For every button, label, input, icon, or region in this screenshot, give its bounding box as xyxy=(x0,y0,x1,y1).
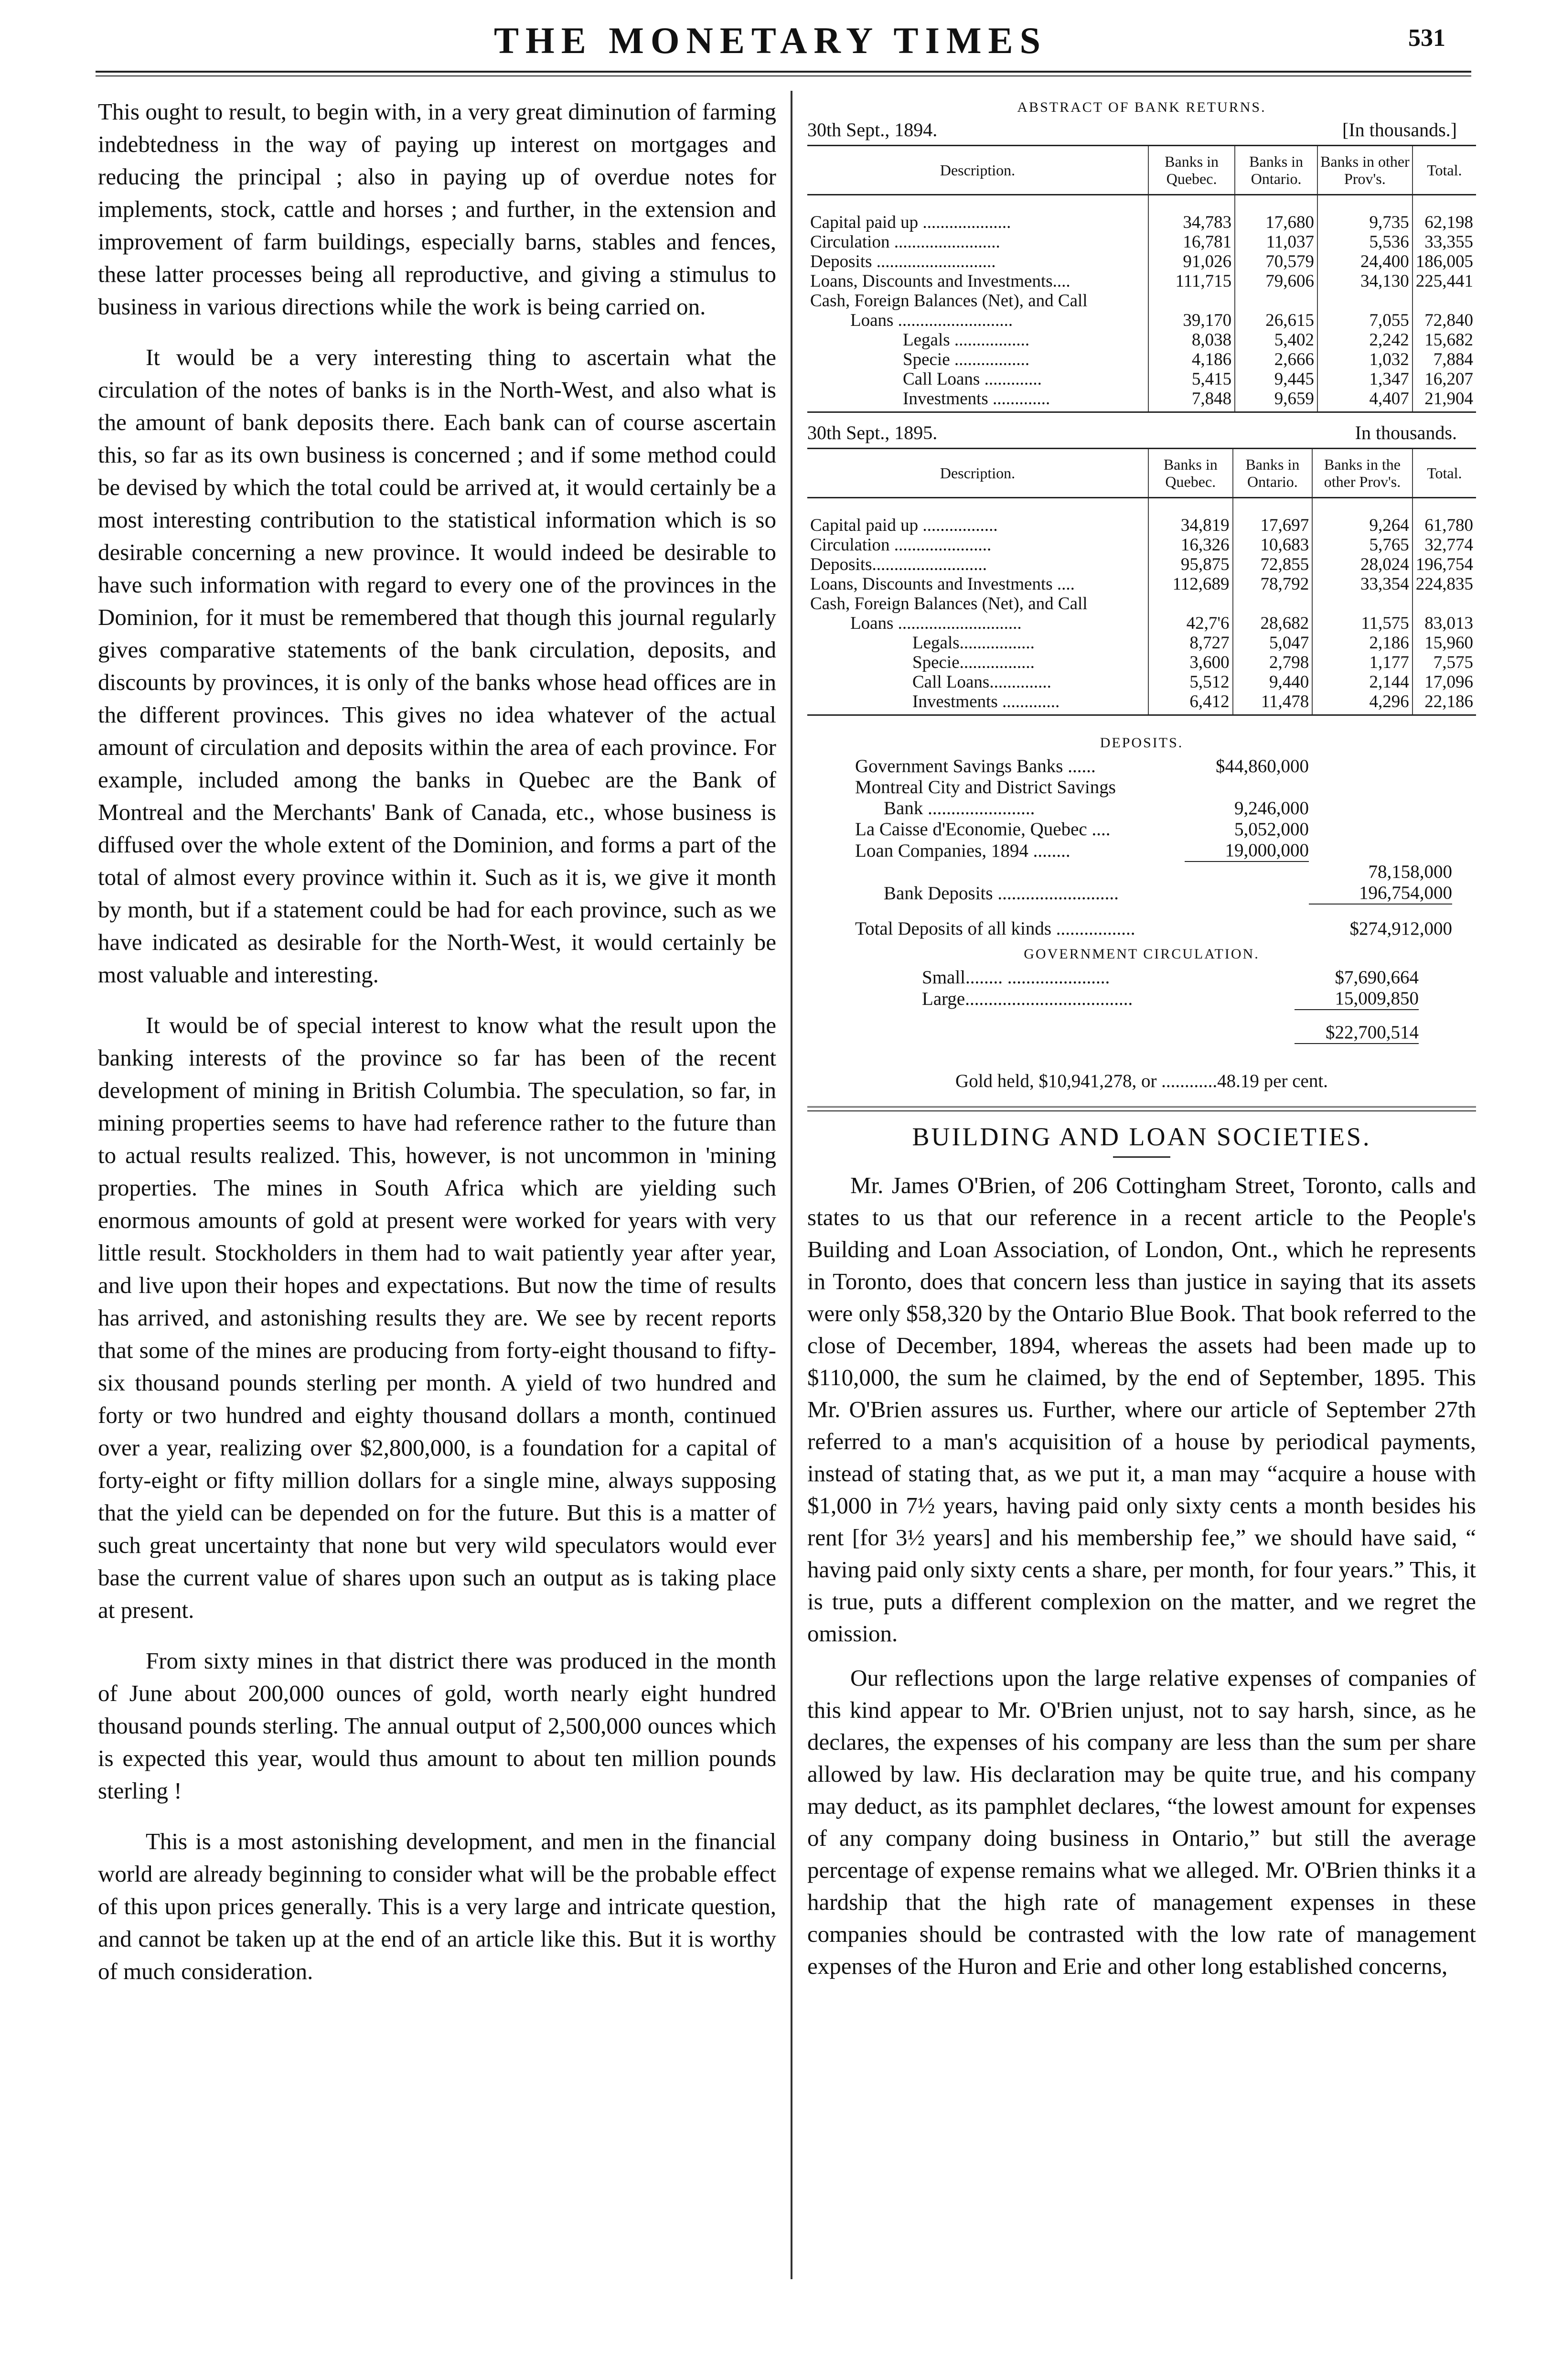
row-label: Deposits ........................... xyxy=(810,252,996,271)
table-date: 30th Sept., 1894. xyxy=(807,119,938,140)
deposit-label: Bank Deposits .......................... xyxy=(884,883,1119,904)
row-label: Legals ................. xyxy=(903,330,1030,350)
table-row xyxy=(807,498,1476,536)
table-units: In thousands. xyxy=(1355,422,1457,443)
right-column xyxy=(807,96,1476,1994)
row-label: Loans ............................ xyxy=(850,614,1022,633)
column-header: Description. xyxy=(807,146,1148,195)
cell-value: 9,440 xyxy=(1233,672,1313,692)
deposit-label: Loan Companies, 1894 ........ xyxy=(855,840,1070,861)
table-row xyxy=(807,311,1476,330)
cell-value: 2,242 xyxy=(1317,330,1413,350)
cell-value: 9,264 xyxy=(1312,498,1413,536)
column-header: Banks in Quebec. xyxy=(1148,146,1235,195)
total-deposits-value: $274,912,000 xyxy=(1349,918,1452,939)
cell-value: 32,774 xyxy=(1413,535,1476,555)
bank-returns-1894-table xyxy=(807,145,1476,413)
cell-value: 33,355 xyxy=(1413,232,1476,252)
table-date: 30th Sept., 1895. xyxy=(807,422,938,443)
table-row xyxy=(807,692,1476,715)
table-units: [In thousands.] xyxy=(1342,119,1457,140)
row-label: Circulation ........................ xyxy=(810,232,1000,252)
row-label: Legals................. xyxy=(912,633,1035,653)
row-label: Specie ................. xyxy=(903,350,1030,369)
row-label: Call Loans ............. xyxy=(903,369,1042,389)
cell-value: 33,354 xyxy=(1312,574,1413,594)
cell-value: 28,024 xyxy=(1312,555,1413,574)
cell-value: 5,047 xyxy=(1233,633,1313,653)
cell-value: 15,960 xyxy=(1413,633,1476,653)
cell-value: 7,575 xyxy=(1413,653,1476,672)
column-header: Total. xyxy=(1413,449,1476,498)
row-label: Deposits.......................... xyxy=(810,555,987,574)
cell-value: 2,666 xyxy=(1235,350,1317,369)
abstract-heading: ABSTRACT OF BANK RETURNS. xyxy=(1017,99,1266,115)
column-header: Banks in Ontario. xyxy=(1233,449,1313,498)
table-row xyxy=(807,614,1476,633)
row-label: Circulation ...................... xyxy=(810,535,992,555)
cell-value: 2,144 xyxy=(1312,672,1413,692)
cell-value: 3,600 xyxy=(1148,653,1233,672)
column-header: Total. xyxy=(1413,146,1476,195)
cell-value: 5,512 xyxy=(1148,672,1233,692)
cell-value: 62,198 xyxy=(1413,195,1476,233)
row-label: Loans .......................... xyxy=(850,311,1013,330)
column-header: Banks in Quebec. xyxy=(1148,449,1233,498)
column-divider xyxy=(791,91,792,2279)
table-row xyxy=(807,535,1476,555)
page-number: 531 xyxy=(1408,24,1445,52)
cell-value: 11,037 xyxy=(1235,232,1317,252)
cell-value: 5,415 xyxy=(1148,369,1235,389)
cell-value: 2,186 xyxy=(1312,633,1413,653)
cell-value: 6,412 xyxy=(1148,692,1233,715)
cell-value: 11,478 xyxy=(1233,692,1313,715)
cell-value: 28,682 xyxy=(1233,614,1313,633)
deposit-label: Montreal City and District Savings xyxy=(855,777,1116,797)
cell-value: 72,855 xyxy=(1233,555,1313,574)
cell-value: 4,186 xyxy=(1148,350,1235,369)
left-column xyxy=(98,96,776,2006)
title-rule xyxy=(1113,1156,1170,1158)
table-1894-header xyxy=(807,118,1476,141)
newspaper-title: THE MONETARY TIMES xyxy=(494,20,1047,61)
cell-value: 2,798 xyxy=(1233,653,1313,672)
paragraph: It would be of special interest to know what the result upon the banking interests of the province so far has been of the recent development of mining in British Columbia. The speculation, so far, in mining properties seems to have had reference rather to the future than to actual results realized. This, however, is not uncommon in 'mining properties. The mines in South Africa which are yielding such enormous amounts of gold at present were worked for years with very little result. Stockholders in them had to wait patiently year after year, and live upon their hopes and expectations. But now the time of results has arrived, and astonishing results they are. We see by recent reports that some of the mines are producing from forty-eight thousand to fifty-six thousand pounds sterling per month. A yield of two hundred and forty or two hundred and eighty thousand dollars a month, continued over a year, realizing over $2,800,000, is a foundation for a capital of forty-eight or fifty million dollars for a single mine, always supposing that the yield can be depended on for the future. But this is a matter of such great uncertainty that none but very wild speculators would ever base the current value of shares upon such an output as is taking place at present. xyxy=(98,1012,776,1623)
cell-value xyxy=(1148,594,1233,614)
cell-value: 9,445 xyxy=(1235,369,1317,389)
table-row xyxy=(807,594,1476,614)
cell-value: 1,177 xyxy=(1312,653,1413,672)
cell-value xyxy=(1235,291,1317,311)
cell-value: 196,754 xyxy=(1413,555,1476,574)
cell-value: 42,7'6 xyxy=(1148,614,1233,633)
cell-value xyxy=(1233,594,1313,614)
section-separator xyxy=(807,1106,1476,1111)
deposit-value: 9,246,000 xyxy=(1234,798,1309,818)
cell-value: 11,575 xyxy=(1312,614,1413,633)
row-label: Loans, Discounts and Investments.... xyxy=(810,271,1070,291)
cell-value: 9,659 xyxy=(1235,389,1317,412)
cell-value: 224,835 xyxy=(1413,574,1476,594)
column-header: Banks in Ontario. xyxy=(1235,146,1317,195)
deposit-value: $44,860,000 xyxy=(1216,756,1309,776)
deposit-value: 196,754,000 xyxy=(1359,883,1452,903)
paragraph: Our reflections upon the large relative expenses of companies of this kind appear to Mr. O'Brien unjust, not to say harsh, since, as he declares, the expenses of his company are less than the sum per share allowed by law. His declaration may be quite true, and his company may deduct, as its pamphlet declares, “the lowest amount for expenses of any company doing business in Ontario,” but still the average percentage of expense remains what we alleged. Mr. O'Brien thinks it a hardship that the high rate of management expenses in these companies should be contrasted with the low rate of management expenses of the Huron and Erie and other long established concerns, xyxy=(807,1665,1476,1979)
cell-value: 4,296 xyxy=(1312,692,1413,715)
row-label: Investments ............. xyxy=(807,692,1148,715)
deposit-label: Bank ....................... xyxy=(884,798,1035,818)
cell-value: 5,765 xyxy=(1312,535,1413,555)
cell-value: 16,326 xyxy=(1148,535,1233,555)
column-header: Banks in the other Prov's. xyxy=(1312,449,1413,498)
deposit-label: Government Savings Banks ...... xyxy=(855,756,1096,776)
total-deposits-label: Total Deposits of all kinds ................. xyxy=(855,918,1135,939)
gold-held: Gold held, $10,941,278, or ............48.19 per cent. xyxy=(955,1071,1328,1091)
cell-value: 15,682 xyxy=(1413,330,1476,350)
circulation-label: Large.................................... xyxy=(922,989,1133,1009)
cell-value: 111,715 xyxy=(1148,271,1235,291)
row-label: Specie................. xyxy=(912,653,1035,672)
cell-value: 24,400 xyxy=(1317,252,1413,271)
cell-value: 17,680 xyxy=(1235,195,1317,233)
row-label: Loans, Discounts and Investments .... xyxy=(810,574,1075,594)
cell-value: 10,683 xyxy=(1233,535,1313,555)
cell-value: 17,096 xyxy=(1413,672,1476,692)
cell-value: 17,697 xyxy=(1233,498,1313,536)
cell-value xyxy=(1413,594,1476,614)
cell-value: 16,207 xyxy=(1413,369,1476,389)
gov-circulation-heading: GOVERNMENT CIRCULATION. xyxy=(1024,946,1260,962)
cell-value: 7,055 xyxy=(1317,311,1413,330)
table-row xyxy=(807,330,1476,350)
bank-returns-1895-table xyxy=(807,448,1476,716)
cell-value: 7,884 xyxy=(1413,350,1476,369)
table-row xyxy=(807,252,1476,271)
cell-value: 5,536 xyxy=(1317,232,1413,252)
cell-value: 9,735 xyxy=(1317,195,1413,233)
table-row xyxy=(807,653,1476,672)
cell-value: 26,615 xyxy=(1235,311,1317,330)
column-header: Description. xyxy=(807,449,1148,498)
cell-value: 1,347 xyxy=(1317,369,1413,389)
table-row xyxy=(807,271,1476,291)
table-row xyxy=(807,350,1476,369)
cell-value: 72,840 xyxy=(1413,311,1476,330)
cell-value: 22,186 xyxy=(1413,692,1476,715)
table-row xyxy=(807,389,1476,412)
row-label: Cash, Foreign Balances (Net), and Call xyxy=(810,594,1088,614)
cell-value xyxy=(1413,291,1476,311)
masthead xyxy=(0,19,1541,67)
table-row xyxy=(807,291,1476,311)
paragraph: This ought to result, to begin with, in a very great diminution of farming indebtedness in the way of paying up interest on mortgages and reducing the principal ; also in paying up of overdue notes for implements, stock, cattle and horses ; and further, in the extension and improvement of farm buildings, especially barns, stables and fences, these latter processes being all reproductive, and giving a stimulus to business in various directions while the work is being carried on. xyxy=(98,98,776,320)
paragraph: This is a most astonishing development, and men in the financial world are already beginning to consider what will be the probable effect of this upon prices generally. This is a very large and intricate question, and cannot be taken up at the end of an article like this. But it is worthy of much consideration. xyxy=(98,1828,776,1984)
cell-value: 4,407 xyxy=(1317,389,1413,412)
cell-value: 95,875 xyxy=(1148,555,1233,574)
cell-value: 8,727 xyxy=(1148,633,1233,653)
cell-value: 34,783 xyxy=(1148,195,1235,233)
cell-value xyxy=(1317,291,1413,311)
table-row xyxy=(807,633,1476,653)
gov-circulation-table xyxy=(922,967,1419,1048)
row-label: Cash, Foreign Balances (Net), and Call xyxy=(810,291,1088,311)
deposits-heading: DEPOSITS. xyxy=(1100,735,1184,751)
cell-value: 78,792 xyxy=(1233,574,1313,594)
cell-value: 5,402 xyxy=(1235,330,1317,350)
cell-value: 16,781 xyxy=(1148,232,1235,252)
paragraph: From sixty mines in that district there was produced in the month of June about 200,000 ounces of gold, worth nearly eight hundred thousand pounds sterling. The annual output of 2,500,000 ounces which is expected this year, would thus amount to about ten million pounds sterling ! xyxy=(98,1648,776,1804)
article-title: BUILDING AND LOAN SOCIETIES. xyxy=(912,1122,1371,1151)
cell-value: 225,441 xyxy=(1413,271,1476,291)
header-rule xyxy=(96,71,1471,73)
cell-value: 7,848 xyxy=(1148,389,1235,412)
table-row xyxy=(807,232,1476,252)
paragraph: It would be a very interesting thing to ascertain what the circulation of the notes of banks is in the North-West, and also what is the amount of bank deposits there. Each bank can of course ascertain this, so far as its own business is concerned ; and if some method could be devised by which the total could be arrived at, it would certainly be a most interesting contribution to the statistical information which is so desirable concerning a new province. It would indeed be desirable to have such information with regard to every one of the provinces in the Dominion, for it must be remembered that though this journal regularly gives comparative statements of the bank circulation, deposits, and discounts by provinces, it is only of the banks whose head offices are in the different provinces. This gives no idea whatever of the actual amount of circulation and deposits within the area of each province. For example, included among the banks in Quebec are the Bank of Montreal and the Merchants' Bank of Canada, etc., whose business is diffused over the whole extent of the Dominion, and forms a part of the total of almost every province within it. Such as it is, we give it month by month, but if a statement could be had for each province, such as we have indicated as desirable for the North-West, it would certainly be most valuable and interesting. xyxy=(98,344,776,988)
table-1895-header xyxy=(807,421,1476,444)
cell-value: 1,032 xyxy=(1317,350,1413,369)
row-label: Investments ............. xyxy=(807,389,1148,412)
row-label: Call Loans.............. xyxy=(912,672,1051,692)
deposits-table xyxy=(855,756,1452,939)
circulation-value: $7,690,664 xyxy=(1335,967,1419,988)
row-label: Capital paid up ................. xyxy=(810,516,998,535)
cell-value: 186,005 xyxy=(1413,252,1476,271)
cell-value: 91,026 xyxy=(1148,252,1235,271)
cell-value: 79,606 xyxy=(1235,271,1317,291)
cell-value: 61,780 xyxy=(1413,498,1476,536)
deposit-subtotal: 78,158,000 xyxy=(1368,862,1452,882)
deposit-value: 19,000,000 xyxy=(1225,840,1309,861)
table-row xyxy=(807,574,1476,594)
table-row xyxy=(807,672,1476,692)
cell-value: 21,904 xyxy=(1413,389,1476,412)
cell-value xyxy=(1148,291,1235,311)
cell-value: 112,689 xyxy=(1148,574,1233,594)
deposit-value: 5,052,000 xyxy=(1234,819,1309,840)
table-row xyxy=(807,195,1476,233)
circulation-label: Small........ ...................... xyxy=(922,967,1110,988)
cell-value xyxy=(1312,594,1413,614)
cell-value: 83,013 xyxy=(1413,614,1476,633)
cell-value: 39,170 xyxy=(1148,311,1235,330)
column-header: Banks in other Prov's. xyxy=(1317,146,1413,195)
deposit-label: La Caisse d'Economie, Quebec .... xyxy=(855,819,1111,840)
paragraph: Mr. James O'Brien, of 206 Cottingham Street, Toronto, calls and states to us that our reference in a recent article to the People's Building and Loan Association, of London, Ont., which he represents in Toronto, does that concern less than justice in saying that its assets were only $58,320 by the Ontario Blue Book. That book referred to the close of December, 1894, whereas the assets had been made up to $110,000, the sum he claimed, by the end of September, 1895. This Mr. O'Brien assures us. Further, where our article of September 27th referred to a man's acquisition of a house by periodical payments, instead of stating that, as we put it, a man may “acquire a house with $1,000 in 7½ years, having paid only sixty cents a month besides his rent [for 3½ years] and his membership fee,” we should have said, “ having paid only sixty cents a share, per month, for four years.” This, it is true, puts a different complexion on the matter, and we regret the omission. xyxy=(807,1172,1476,1647)
cell-value: 8,038 xyxy=(1148,330,1235,350)
row-label: Capital paid up .................... xyxy=(810,213,1011,232)
cell-value: 70,579 xyxy=(1235,252,1317,271)
table-row xyxy=(807,555,1476,574)
table-row xyxy=(807,369,1476,389)
circulation-total: $22,700,514 xyxy=(1326,1022,1419,1043)
header-rule-thin xyxy=(96,75,1471,76)
cell-value: 34,130 xyxy=(1317,271,1413,291)
circulation-value: 15,009,850 xyxy=(1335,988,1419,1009)
cell-value: 34,819 xyxy=(1148,498,1233,536)
